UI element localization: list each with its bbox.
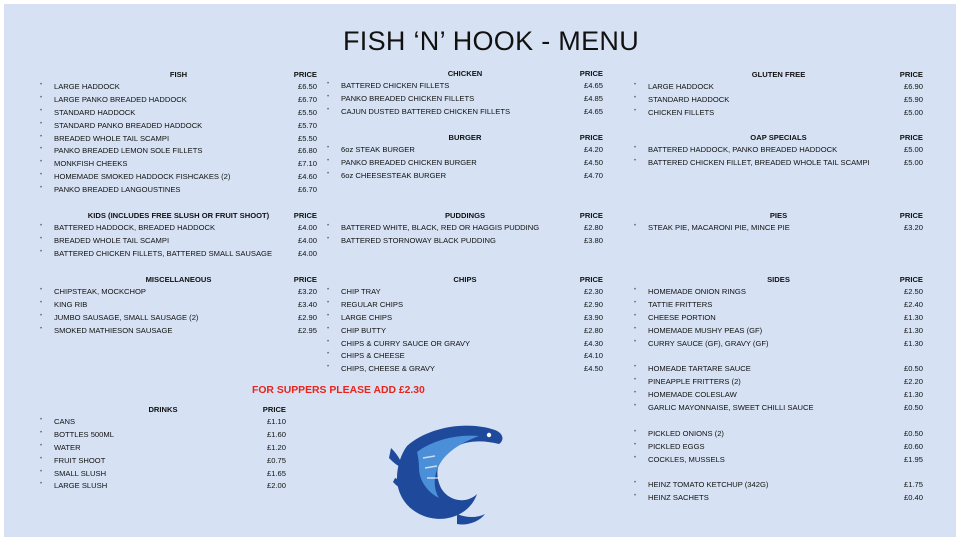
bullet-icon: • <box>40 417 43 423</box>
bullet-icon: • <box>634 157 637 164</box>
item-name: CHIPS & CHEESE <box>341 351 405 361</box>
price-column-label: PRICE <box>579 133 603 142</box>
item-price: £2.90 <box>297 312 317 322</box>
menu-item <box>634 158 923 171</box>
bullet-icon: • <box>634 364 637 371</box>
item-price: £4.10 <box>583 351 603 361</box>
group-spacer <box>634 416 923 429</box>
item-price: £2.80 <box>583 223 603 232</box>
item-price: £5.50 <box>297 107 317 117</box>
bullet-icon: • <box>40 82 43 88</box>
section-gluten-free <box>634 70 923 121</box>
item-name: PANKO BREADED CHICKEN FILLETS <box>341 93 475 103</box>
price-column-label: PRICE <box>293 211 317 220</box>
menu-item <box>40 417 286 430</box>
section-puddings <box>327 211 603 249</box>
bullet-icon: • <box>40 248 43 255</box>
item-name: JUMBO SAUSAGE, SMALL SAUSAGE (2) <box>54 312 199 322</box>
item-name: BATTERED WHITE, BLACK, RED OR HAGGIS PUDDING <box>341 223 540 232</box>
item-price: £2.00 <box>266 481 286 491</box>
item-price: £1.60 <box>266 429 286 439</box>
bullet-icon: • <box>327 223 330 229</box>
item-name: HEINZ TOMATO KETCHUP (342G) <box>648 480 769 490</box>
item-price: £1.30 <box>903 390 923 400</box>
menu-item <box>634 287 923 300</box>
menu-title: FISH ‘N’ HOOK - MENU <box>343 26 639 56</box>
bullet-icon: • <box>327 351 330 358</box>
menu-item <box>327 236 603 249</box>
menu-item <box>327 326 603 339</box>
item-name: PANKO BREADED CHICKEN BURGER <box>341 157 477 167</box>
item-price: £2.20 <box>903 377 923 387</box>
item-name: BATTERED STORNOWAY BLACK PUDDING <box>341 235 496 245</box>
item-name: HOMEMADE SMOKED HADDOCK FISHCAKES (2) <box>54 172 231 182</box>
bullet-icon: • <box>634 441 637 448</box>
price-column-label: PRICE <box>579 211 603 220</box>
item-name: HEINZ SACHETS <box>648 493 709 503</box>
item-name: PANKO BREADED LEMON SOLE FILLETS <box>54 146 203 156</box>
item-price: £6.70 <box>297 94 317 104</box>
item-price: £1.20 <box>266 442 286 452</box>
item-name: STANDARD HADDOCK <box>648 94 730 104</box>
bullet-icon: • <box>40 107 43 114</box>
section-title: MISCELLANEOUS <box>145 275 212 284</box>
bullet-icon: • <box>634 377 637 384</box>
section-chicken <box>327 69 603 120</box>
item-price: £4.20 <box>583 145 603 154</box>
bullet-icon: • <box>40 223 43 229</box>
bullet-icon: • <box>40 287 43 293</box>
item-name: BATTERED CHICKEN FILLETS, BATTERED SMALL SAUSAGE <box>54 248 273 258</box>
item-name: HOMEMADE ONION RINGS <box>648 287 746 296</box>
menu-item <box>327 171 603 184</box>
menu-item <box>634 390 923 403</box>
menu-item <box>327 81 603 94</box>
section-title: DRINKS <box>148 405 178 414</box>
section-header <box>40 70 317 82</box>
item-name: LARGE PANKO BREADED HADDOCK <box>54 94 187 104</box>
item-name: BATTERED HADDOCK, BREADED HADDOCK <box>54 223 216 232</box>
bullet-icon: • <box>327 106 330 113</box>
price-column-label: PRICE <box>579 69 603 78</box>
item-price: £6.50 <box>297 82 317 91</box>
item-price: £6.80 <box>297 146 317 156</box>
menu-item <box>634 339 923 352</box>
menu-item <box>40 146 317 159</box>
bullet-icon: • <box>40 94 43 101</box>
price-column-label: PRICE <box>899 133 923 142</box>
menu-item <box>327 300 603 313</box>
bullet-icon: • <box>40 120 43 127</box>
item-price: £0.50 <box>903 403 923 413</box>
menu-item <box>40 326 317 339</box>
item-price: £4.65 <box>583 106 603 116</box>
bullet-icon: • <box>634 94 637 101</box>
item-name: HOMEADE TARTARE SAUCE <box>648 364 751 374</box>
item-name: CHIP BUTTY <box>341 325 387 335</box>
item-name: FRUIT SHOOT <box>54 455 106 465</box>
item-name: CHIPSTEAK, MOCKCHOP <box>54 287 146 296</box>
menu-item <box>634 82 923 95</box>
item-name: CHICKEN FILLETS <box>648 107 715 117</box>
menu-item <box>327 94 603 107</box>
menu-item <box>634 377 923 390</box>
menu-item <box>40 456 286 469</box>
item-price: £0.50 <box>903 364 923 374</box>
bullet-icon: • <box>634 480 637 487</box>
item-price: £6.70 <box>297 185 317 195</box>
item-price: £4.00 <box>297 223 317 232</box>
bullet-icon: • <box>327 287 330 293</box>
price-column-label: PRICE <box>899 275 923 284</box>
section-title: PIES <box>769 211 788 220</box>
item-price: £0.75 <box>266 455 286 465</box>
bullet-icon: • <box>40 133 43 140</box>
item-name: CANS <box>54 417 76 426</box>
item-price: £5.50 <box>297 133 317 143</box>
item-price: £1.10 <box>266 417 286 426</box>
bullet-icon: • <box>634 82 637 88</box>
item-name: BATTERED HADDOCK, PANKO BREADED HADDOCK <box>648 145 838 154</box>
bullet-icon: • <box>327 170 330 177</box>
item-price: £3.40 <box>297 299 317 309</box>
menu-item <box>634 455 923 468</box>
menu-item <box>40 430 286 443</box>
bullet-icon: • <box>40 455 43 462</box>
item-name: BATTERED CHICKEN FILLETS <box>341 81 450 90</box>
menu-item <box>40 121 317 134</box>
section-title: CHICKEN <box>447 69 483 78</box>
menu-item <box>40 134 317 147</box>
bullet-icon: • <box>327 145 330 151</box>
bullet-icon: • <box>40 468 43 475</box>
section-header <box>634 211 923 223</box>
section-header <box>327 133 603 145</box>
item-name: CHIP TRAY <box>341 287 381 296</box>
menu-item <box>327 351 603 364</box>
bullet-icon: • <box>634 493 637 500</box>
bullet-icon: • <box>634 287 637 293</box>
bullet-icon: • <box>327 93 330 100</box>
section-title: PUDDINGS <box>444 211 486 220</box>
menu-item <box>327 287 603 300</box>
item-price: £3.20 <box>903 223 923 232</box>
menu-item <box>634 442 923 455</box>
item-name: CURRY SAUCE (GF), GRAVY (GF) <box>648 338 769 348</box>
bullet-icon: • <box>634 403 637 410</box>
section-header <box>40 275 317 287</box>
item-price: £2.80 <box>583 325 603 335</box>
bullet-icon: • <box>327 312 330 319</box>
menu-item <box>40 108 317 121</box>
menu-item <box>40 313 317 326</box>
section-chips <box>327 275 603 377</box>
menu-item <box>634 145 923 158</box>
item-name: MONKFISH CHEEKS <box>54 159 128 169</box>
bullet-icon: • <box>634 145 637 151</box>
price-column-label: PRICE <box>262 405 286 414</box>
bullet-icon: • <box>634 223 637 229</box>
menu-item <box>634 429 923 442</box>
item-price: £4.60 <box>297 172 317 182</box>
group-spacer <box>634 351 923 364</box>
item-name: WATER <box>54 442 81 452</box>
menu-item <box>40 481 286 494</box>
bullet-icon: • <box>327 81 330 87</box>
menu-board <box>4 4 956 537</box>
menu-item <box>40 223 317 236</box>
price-column-label: PRICE <box>899 70 923 79</box>
bullet-icon: • <box>634 428 637 435</box>
item-name: HOMEMADE MUSHY PEAS (GF) <box>648 325 763 335</box>
menu-item <box>634 300 923 313</box>
bullet-icon: • <box>40 235 43 242</box>
item-name: LARGE HADDOCK <box>648 82 714 91</box>
item-name: CHEESE PORTION <box>648 312 716 322</box>
suppers-note: FOR SUPPERS PLEASE ADD £2.30 <box>252 385 425 396</box>
menu-item <box>327 223 603 236</box>
item-price: £6.90 <box>903 82 923 91</box>
item-price: £4.65 <box>583 81 603 90</box>
item-name: 6oz CHEESESTEAK BURGER <box>341 170 447 180</box>
bullet-icon: • <box>40 442 43 449</box>
section-title: OAP SPECIALS <box>750 133 807 142</box>
menu-item <box>634 493 923 506</box>
item-name: 6oz STEAK BURGER <box>341 145 415 154</box>
menu-item <box>40 443 286 456</box>
item-name: LARGE CHIPS <box>341 312 393 322</box>
item-price: £2.50 <box>903 287 923 296</box>
section-header <box>327 69 603 81</box>
bullet-icon: • <box>40 185 43 192</box>
menu-item <box>327 158 603 171</box>
bullet-icon: • <box>634 390 637 397</box>
fish-hook-logo <box>387 418 507 535</box>
menu-item <box>634 223 923 236</box>
section-sides <box>634 275 923 506</box>
item-price: £5.90 <box>903 94 923 104</box>
bullet-icon: • <box>634 454 637 461</box>
price-column-label: PRICE <box>579 275 603 284</box>
bullet-icon: • <box>634 312 637 319</box>
item-name: LARGE HADDOCK <box>54 82 120 91</box>
menu-item <box>40 172 317 185</box>
item-price: £4.30 <box>583 338 603 348</box>
menu-item <box>634 326 923 339</box>
section-header <box>327 211 603 223</box>
item-name: BOTTLES 500ML <box>54 429 114 439</box>
price-column-label: PRICE <box>293 275 317 284</box>
menu-item <box>40 300 317 313</box>
section-drinks <box>40 405 286 494</box>
section-header <box>634 70 923 82</box>
menu-item <box>634 480 923 493</box>
item-name: REGULAR CHIPS <box>341 299 404 309</box>
item-price: £1.95 <box>903 454 923 464</box>
section-oap-specials <box>634 133 923 171</box>
section-title: KIDS (INCLUDES FREE SLUSH OR FRUIT SHOOT) <box>87 211 270 220</box>
item-price: £4.00 <box>297 248 317 258</box>
item-price: £2.30 <box>583 287 603 296</box>
section-title: BURGER <box>448 133 482 142</box>
item-price: £1.30 <box>903 338 923 348</box>
menu-item <box>327 107 603 120</box>
item-name: BREADED WHOLE TAIL SCAMPI <box>54 133 170 143</box>
item-price: £0.50 <box>903 428 923 438</box>
item-price: £2.90 <box>583 299 603 309</box>
menu-item <box>327 364 603 377</box>
item-price: £5.00 <box>903 145 923 154</box>
item-price: £3.80 <box>583 235 603 245</box>
item-name: TATTIE FRITTERS <box>648 299 713 309</box>
item-name: PICKLED ONIONS (2) <box>648 428 724 438</box>
item-price: £1.30 <box>903 312 923 322</box>
menu-item <box>40 469 286 482</box>
bullet-icon: • <box>634 338 637 345</box>
section-fish <box>40 70 317 198</box>
item-price: £1.65 <box>266 468 286 478</box>
section-misc <box>40 275 317 339</box>
item-name: GARLIC MAYONNAISE, SWEET CHILLI SAUCE <box>648 403 814 413</box>
section-header <box>327 275 603 287</box>
bullet-icon: • <box>327 299 330 306</box>
bullet-icon: • <box>327 157 330 164</box>
menu-item <box>40 236 317 249</box>
item-name: CHIPS, CHEESE & GRAVY <box>341 364 435 374</box>
section-burger <box>327 133 603 184</box>
menu-item <box>634 403 923 416</box>
bullet-icon: • <box>327 338 330 345</box>
price-column-label: PRICE <box>899 211 923 220</box>
bullet-icon: • <box>634 107 637 114</box>
item-name: STANDARD PANKO BREADED HADDOCK <box>54 120 203 130</box>
menu-item <box>634 95 923 108</box>
section-title: GLUTEN FREE <box>751 70 806 79</box>
bullet-icon: • <box>40 481 43 488</box>
bullet-icon: • <box>40 312 43 319</box>
bullet-icon: • <box>634 325 637 332</box>
item-name: BREADED WHOLE TAIL SCAMPI <box>54 235 170 245</box>
item-price: £4.00 <box>297 235 317 245</box>
menu-item <box>634 108 923 121</box>
item-name: SMALL SLUSH <box>54 468 107 478</box>
bullet-icon: • <box>40 172 43 179</box>
item-price: £5.00 <box>903 107 923 117</box>
item-price: £0.40 <box>903 493 923 503</box>
item-name: STANDARD HADDOCK <box>54 107 136 117</box>
section-header <box>40 405 286 417</box>
bullet-icon: • <box>327 235 330 242</box>
menu-item <box>327 145 603 158</box>
section-title: CHIPS <box>453 275 477 284</box>
item-price: £1.75 <box>903 480 923 490</box>
bullet-icon: • <box>40 429 43 436</box>
item-name: KING RIB <box>54 299 88 309</box>
menu-item <box>40 95 317 108</box>
bullet-icon: • <box>40 146 43 153</box>
item-name: COCKLES, MUSSELS <box>648 454 725 464</box>
menu-item <box>40 287 317 300</box>
menu-item <box>40 249 317 262</box>
menu-item <box>634 364 923 377</box>
item-name: SMOKED MATHIESON SAUSAGE <box>54 325 173 335</box>
bullet-icon: • <box>40 159 43 166</box>
item-name: PANKO BREADED LANGOUSTINES <box>54 185 181 195</box>
bullet-icon: • <box>327 325 330 332</box>
menu-item <box>40 185 317 198</box>
bullet-icon: • <box>327 364 330 371</box>
item-price: £2.95 <box>297 325 317 335</box>
menu-item <box>40 159 317 172</box>
item-price: £4.50 <box>583 157 603 167</box>
group-spacer <box>634 467 923 480</box>
item-price: £4.50 <box>583 364 603 374</box>
section-header <box>634 275 923 287</box>
bullet-icon: • <box>40 299 43 306</box>
item-price: £4.85 <box>583 93 603 103</box>
item-price: £1.30 <box>903 325 923 335</box>
item-price: £5.70 <box>297 120 317 130</box>
section-header <box>40 211 317 223</box>
section-pies <box>634 211 923 236</box>
item-price: £5.00 <box>903 157 923 167</box>
item-price: £3.20 <box>297 287 317 296</box>
item-price: £4.70 <box>583 170 603 180</box>
item-price: £0.60 <box>903 441 923 451</box>
item-price: £2.40 <box>903 299 923 309</box>
item-price: £7.10 <box>297 159 317 169</box>
item-name: CAJUN DUSTED BATTERED CHICKEN FILLETS <box>341 106 511 116</box>
menu-item <box>40 82 317 95</box>
item-name: BATTERED CHICKEN FILLET, BREADED WHOLE TAIL SCAMPI <box>648 157 870 167</box>
menu-item <box>327 339 603 352</box>
item-name: STEAK PIE, MACARONI PIE, MINCE PIE <box>648 223 790 232</box>
bullet-icon: • <box>634 299 637 306</box>
price-column-label: PRICE <box>293 70 317 79</box>
menu-item <box>327 313 603 326</box>
section-title: SIDES <box>767 275 790 284</box>
item-name: CHIPS & CURRY SAUCE OR GRAVY <box>341 338 471 348</box>
section-title: FISH <box>169 70 188 79</box>
fish-hook-logo-icon <box>387 418 507 530</box>
item-name: PICKLED EGGS <box>648 441 705 451</box>
item-name: PINEAPPLE FRITTERS (2) <box>648 377 741 387</box>
section-kids <box>40 211 317 262</box>
item-name: HOMEMADE COLESLAW <box>648 390 737 400</box>
bullet-icon: • <box>40 325 43 332</box>
menu-item <box>634 313 923 326</box>
item-price: £3.90 <box>583 312 603 322</box>
section-header <box>634 133 923 145</box>
item-name: LARGE SLUSH <box>54 481 108 491</box>
